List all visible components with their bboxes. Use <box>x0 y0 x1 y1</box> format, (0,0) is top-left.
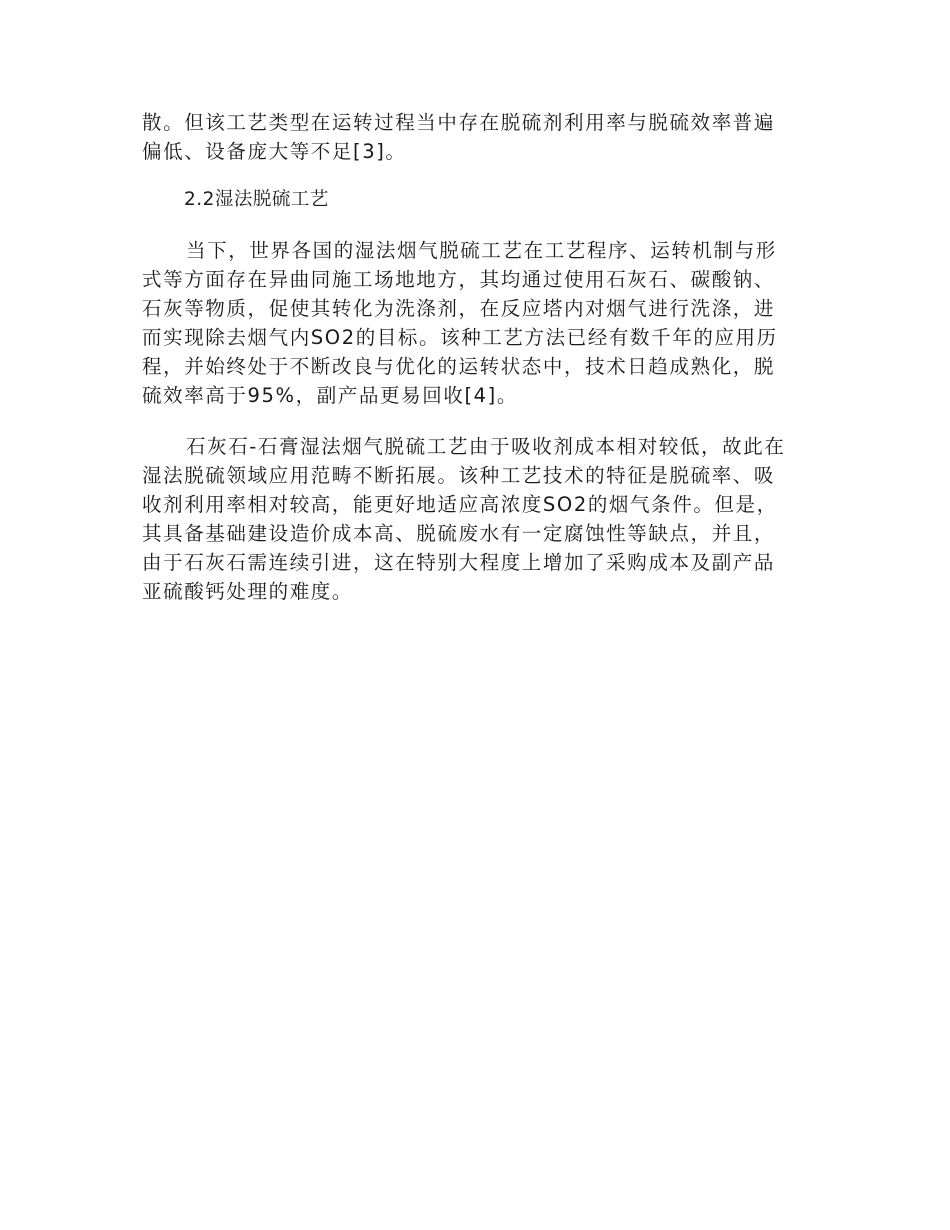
text-line: 石灰等物质，促使其转化为洗涤剂，在反应塔内对烟气进行洗涤，进 <box>142 297 776 320</box>
text-line: 散。但该工艺类型在运转过程当中存在脱硫剂利用率与脱硫效率普遍 <box>142 111 776 134</box>
text-line: 偏低、设备庞大等不足[3]。 <box>142 140 407 163</box>
text-line: 硫效率高于95%，副产品更易回收[4]。 <box>142 384 518 407</box>
text-line: 湿法脱硫领域应用范畴不断拓展。该种工艺技术的特征是脱硫率、吸 <box>142 464 776 487</box>
document-body <box>142 108 810 606</box>
text-line: 由于石灰石需连续引进，这在特别大程度上增加了采购成本及副产品 <box>142 551 776 574</box>
text-line: 收剂利用率相对较高，能更好地适应高浓度SO2的烟气条件。但是， <box>142 493 778 516</box>
paragraph-limestone-gypsum <box>142 432 810 606</box>
text-line: 石灰石-石膏湿法烟气脱硫工艺由于吸收剂成本相对较低，故此在 <box>186 435 786 458</box>
text-line: 式等方面存在异曲同施工场地地方，其均通过使用石灰石、碳酸钠、 <box>142 268 776 291</box>
text-line: 程，并始终处于不断改良与优化的运转状态中，技术日趋成熟化，脱 <box>142 355 776 378</box>
text-line: 其具备基础建设造价成本高、脱硫废水有一定腐蚀性等缺点，并且， <box>142 522 776 545</box>
section-heading-block <box>142 185 810 214</box>
paragraph-wet-desulfurization <box>142 236 810 410</box>
paragraph-continuation <box>142 108 810 166</box>
text-line: 当下，世界各国的湿法烟气脱硫工艺在工艺程序、运转机制与形 <box>186 239 777 262</box>
section-heading: 2.2湿法脱硫工艺 <box>184 189 329 210</box>
text-line: 亚硫酸钙处理的难度。 <box>142 580 354 603</box>
text-line: 而实现除去烟气内SO2的目标。该种工艺方法已经有数千年的应用历 <box>142 326 778 349</box>
